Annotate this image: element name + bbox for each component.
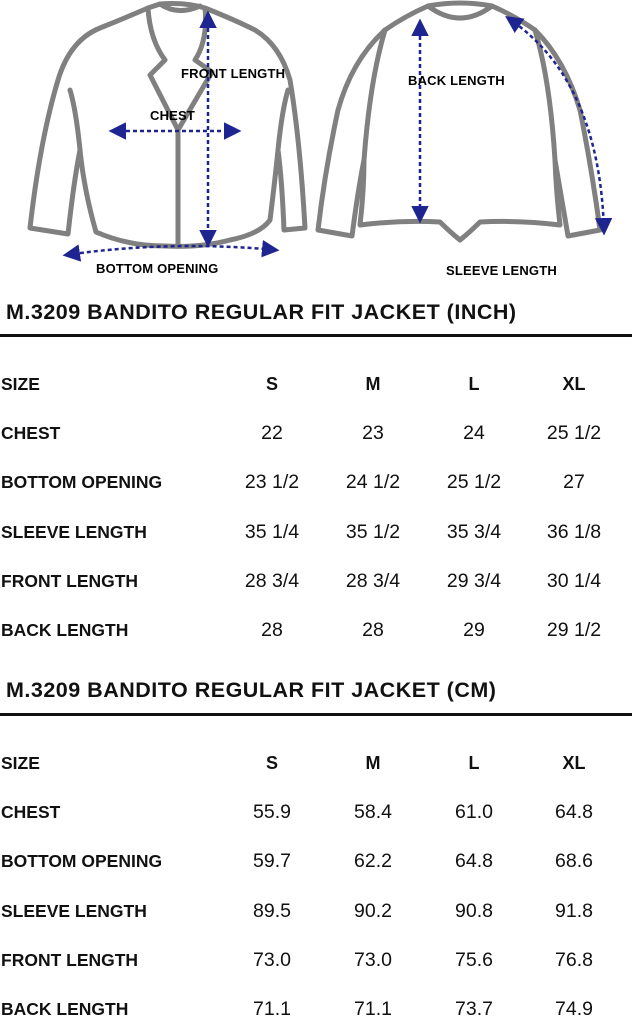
size-xl-header: XL (562, 753, 586, 773)
row-label: FRONT LENGTH (1, 570, 139, 591)
row-label: BACK LENGTH (1, 998, 129, 1019)
value-cell: 30 1/4 (546, 569, 602, 592)
value-cell: 90.8 (455, 899, 493, 922)
value-cell: 28 3/4 (345, 569, 401, 592)
table-row (0, 606, 632, 655)
value-cell: 73.0 (354, 948, 392, 971)
inch-table-title: M.3209 BANDITO REGULAR FIT JACKET (INCH) (6, 300, 517, 324)
table-row (0, 788, 632, 837)
value-cell: 75.6 (455, 948, 493, 971)
cm-size-table (0, 739, 632, 1034)
cm-table-title: M.3209 BANDITO REGULAR FIT JACKET (CM) (6, 678, 497, 702)
value-cell: 58.4 (354, 801, 392, 824)
value-cell: 71.1 (354, 997, 392, 1020)
table-header-row (0, 739, 632, 788)
value-cell: 28 3/4 (244, 569, 300, 592)
value-cell: 64.8 (455, 850, 493, 873)
value-cell: 73.0 (253, 948, 291, 971)
value-cell: 71.1 (253, 997, 291, 1020)
row-label: BACK LENGTH (1, 619, 129, 640)
value-cell: 28 (362, 618, 384, 641)
value-cell: 35 1/2 (345, 520, 401, 543)
inch-title-rule (0, 334, 632, 337)
table-row (0, 557, 632, 606)
value-cell: 76.8 (555, 948, 593, 971)
table-header-row (0, 360, 632, 409)
value-cell: 23 (362, 422, 384, 445)
value-cell: 62.2 (354, 850, 392, 873)
value-cell: 24 (463, 422, 485, 445)
size-s-header: S (265, 753, 278, 773)
table-row (0, 508, 632, 557)
size-s-header: S (265, 374, 278, 394)
value-cell: 61.0 (455, 801, 493, 824)
row-label: SLEEVE LENGTH (1, 900, 147, 921)
size-l-header: L (468, 753, 480, 773)
value-cell: 73.7 (455, 997, 493, 1020)
value-cell: 90.2 (354, 899, 392, 922)
measurement-diagram (0, 0, 632, 290)
size-header: SIZE (1, 374, 40, 394)
value-cell: 24 1/2 (345, 471, 401, 494)
row-label: SLEEVE LENGTH (1, 521, 147, 542)
front-jacket-outline (30, 4, 305, 247)
front-length-label: FRONT LENGTH (181, 66, 286, 81)
row-label: CHEST (1, 802, 61, 823)
jacket-illustration (0, 0, 632, 290)
size-xl-header: XL (562, 374, 586, 394)
row-label: BOTTOM OPENING (1, 851, 163, 872)
back-length-label: BACK LENGTH (408, 73, 505, 88)
size-m-header: M (365, 753, 381, 773)
value-cell: 29 (463, 618, 485, 641)
value-cell: 28 (261, 618, 283, 641)
value-cell: 35 1/4 (244, 520, 300, 543)
table-row (0, 985, 632, 1034)
row-label: FRONT LENGTH (1, 949, 139, 970)
value-cell: 29 1/2 (546, 618, 602, 641)
value-cell: 25 1/2 (446, 471, 502, 494)
value-cell: 23 1/2 (244, 471, 300, 494)
inch-size-table (0, 360, 632, 655)
table-row (0, 409, 632, 458)
value-cell: 74.9 (555, 997, 593, 1020)
value-cell: 59.7 (253, 850, 291, 873)
size-m-header: M (365, 374, 381, 394)
value-cell: 35 3/4 (446, 520, 502, 543)
value-cell: 89.5 (253, 899, 291, 922)
bottom-opening-arrow (66, 246, 276, 255)
value-cell: 22 (261, 422, 283, 445)
bottom-opening-label: BOTTOM OPENING (96, 261, 219, 276)
size-l-header: L (468, 374, 480, 394)
cm-title-rule (0, 713, 632, 716)
table-row (0, 837, 632, 886)
chest-label: CHEST (150, 108, 196, 123)
value-cell: 91.8 (555, 899, 593, 922)
value-cell: 55.9 (253, 801, 291, 824)
table-row (0, 458, 632, 507)
row-label: BOTTOM OPENING (1, 472, 163, 493)
row-label: CHEST (1, 423, 61, 444)
table-row (0, 887, 632, 936)
value-cell: 64.8 (555, 801, 593, 824)
value-cell: 27 (563, 471, 585, 494)
sleeve-length-label: SLEEVE LENGTH (446, 263, 557, 278)
value-cell: 36 1/8 (546, 520, 602, 543)
value-cell: 68.6 (555, 850, 593, 873)
table-row (0, 936, 632, 985)
value-cell: 25 1/2 (546, 422, 602, 445)
value-cell: 29 3/4 (446, 569, 502, 592)
size-header: SIZE (1, 753, 40, 773)
back-jacket-outline (318, 3, 600, 240)
